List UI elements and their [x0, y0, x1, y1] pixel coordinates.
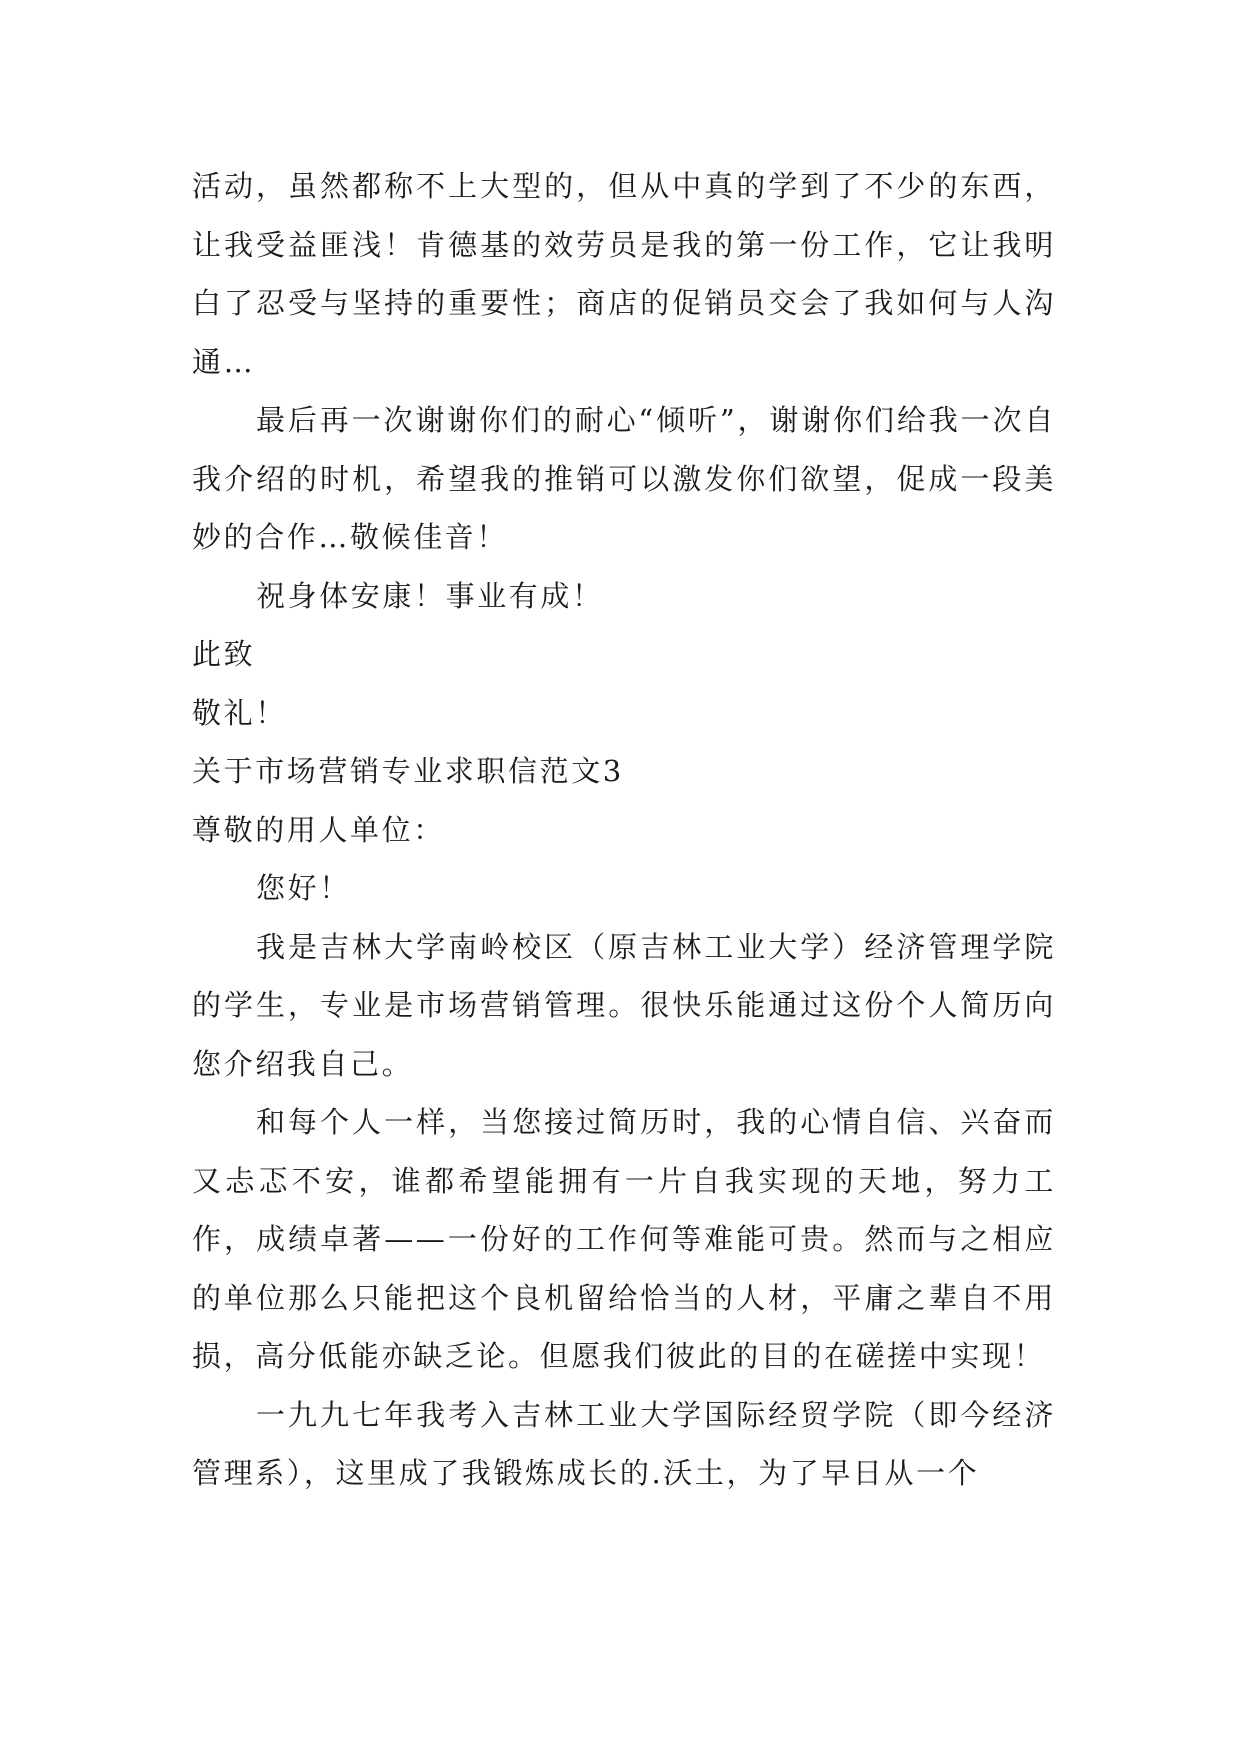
salutation-cizhi: 此致 — [192, 637, 256, 671]
letter-addressee: 尊敬的用人单位： — [192, 812, 445, 847]
paragraph-continuation: 活动，虽然都称不上大型的，但从中真的学到了不少的东西，让我受益匪浅！肯德基的效劳员是我的第一份工作，它让我明白了忍受与坚持的重要性；商店的促销员交会了我如何与人沟通… — [192, 169, 1056, 379]
section-title: 关于市场营销专业求职信范文3 — [192, 754, 624, 788]
salutation-jingli: 敬礼！ — [192, 695, 287, 730]
paragraph-education: 一九九七年我考入吉林工业大学国际经贸学院（即今经济管理系），这里成了我锻炼成长的.沃土，为了早日从一个 — [192, 1397, 1056, 1490]
letter-greeting: 您好！ — [256, 871, 351, 905]
paragraph-closing-thanks: 最后再一次谢谢你们的耐心“倾听”，谢谢你们给我一次自我介绍的时机，希望我的推销可以激发你们欲望，促成一段美妙的合作…敬候佳音！ — [192, 403, 1056, 554]
paragraph-introduction: 我是吉林大学南岭校区（原吉林工业大学）经济管理学院的学生，专业是市场营销管理。很快乐能通过这份个人简历向您介绍我自己。 — [192, 929, 1056, 1081]
paragraph-motivation: 和每个人一样，当您接过简历时，我的心情自信、兴奋而又忐忑不安，谁都希望能拥有一片自我实现的天地，努力工作，成绩卓著——一份好的工作何等难能可贵。然而与之相应的单位那么只能把这个良机留给恰当的人材，平庸之辈自不用损，高分低能亦缺乏论。但愿我们彼此的目的在磋搓中实现！ — [192, 1105, 1056, 1373]
document-body — [192, 157, 1056, 1503]
paragraph-wishes: 祝身体安康！事业有成！ — [256, 578, 604, 613]
